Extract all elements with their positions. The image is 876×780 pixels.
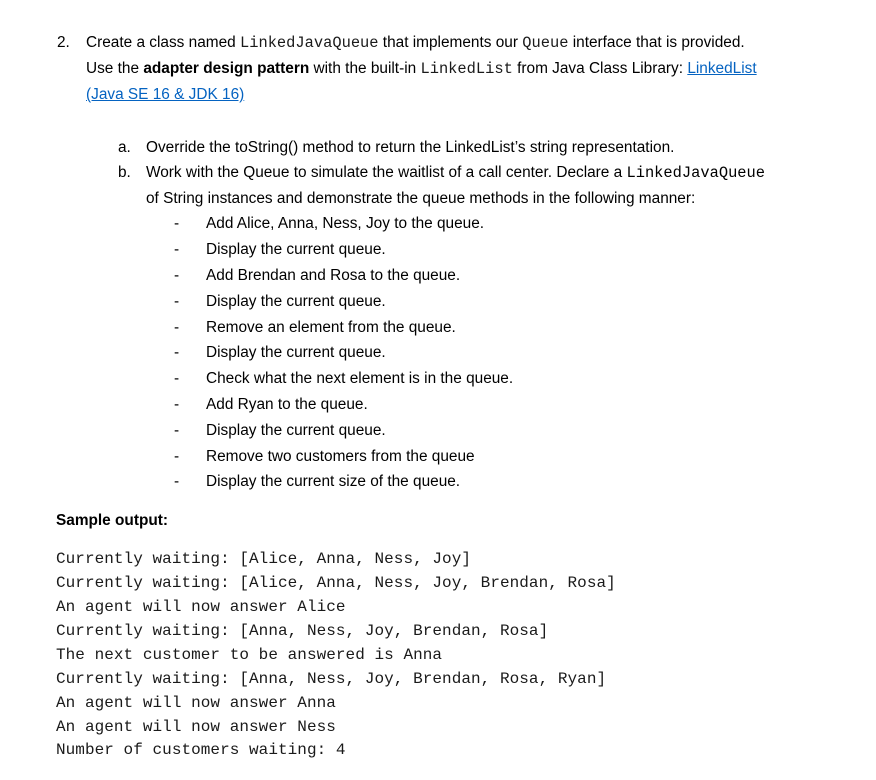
- output-line: The next customer to be answered is Anna: [56, 646, 443, 664]
- dash-marker: -: [174, 319, 180, 336]
- output-line: Currently waiting: [Alice, Anna, Ness, Joy, Brendan, Rosa]: [56, 574, 616, 592]
- question-line-2: [86, 59, 757, 79]
- dash-marker: -: [174, 344, 180, 361]
- subitem-b-text: Work with the Queue to simulate the waitlist of a call center. Declare a: [146, 164, 627, 181]
- step-text: Remove two customers from the queue: [206, 448, 475, 465]
- dash-marker: -: [174, 241, 180, 258]
- linkedlist-doc-link[interactable]: LinkedList: [687, 60, 757, 77]
- question-number: 2.: [57, 34, 70, 51]
- step-text: Display the current queue.: [206, 241, 386, 258]
- dash-marker: -: [174, 267, 180, 284]
- class-name-code: LinkedJavaQueue: [239, 34, 379, 52]
- question-line-3: [86, 85, 244, 105]
- subitem-b-line-1: [146, 163, 765, 183]
- interface-name-code: Queue: [522, 34, 569, 52]
- dash-marker: -: [174, 293, 180, 310]
- subitem-marker-b: b.: [118, 164, 131, 181]
- pattern-name: adapter design pattern: [143, 60, 310, 77]
- output-line: Currently waiting: [Alice, Anna, Ness, Joy]: [56, 550, 472, 568]
- sample-output-heading: Sample output:: [56, 512, 169, 529]
- subitem-b-line-2: of String instances and demonstrate the queue methods in the following manner:: [146, 190, 696, 207]
- question-text: from Java Class Library:: [512, 60, 688, 77]
- question-text: that implements our: [378, 34, 523, 51]
- output-line: An agent will now answer Ness: [56, 718, 336, 736]
- step-text: Remove an element from the queue.: [206, 319, 456, 336]
- dash-marker: -: [174, 448, 180, 465]
- dash-marker: -: [174, 473, 180, 490]
- step-text: Add Alice, Anna, Ness, Joy to the queue.: [206, 215, 485, 232]
- question-text: with the built-in: [309, 60, 421, 77]
- linkedlist-code: LinkedList: [420, 60, 513, 78]
- step-text: Add Ryan to the queue.: [206, 396, 368, 413]
- dash-marker: -: [174, 396, 180, 413]
- step-text: Display the current queue.: [206, 344, 386, 361]
- java-se-doc-link[interactable]: (Java SE 16 & JDK 16): [86, 86, 245, 103]
- step-text: Display the current queue.: [206, 422, 386, 439]
- output-line: An agent will now answer Alice: [56, 598, 346, 616]
- step-text: Check what the next element is in the queue.: [206, 370, 514, 387]
- step-text: Display the current size of the queue.: [206, 473, 461, 490]
- step-text: Display the current queue.: [206, 293, 386, 310]
- output-line: Currently waiting: [Anna, Ness, Joy, Brendan, Rosa, Ryan]: [56, 670, 607, 688]
- output-line: An agent will now answer Anna: [56, 694, 336, 712]
- output-line: Number of customers waiting: 4: [56, 741, 346, 759]
- step-text: Add Brendan and Rosa to the queue.: [206, 267, 461, 284]
- question-text: Create a class named: [86, 34, 240, 51]
- subitem-marker-a: a.: [118, 139, 131, 156]
- dash-marker: -: [174, 422, 180, 439]
- question-line-1: [86, 33, 745, 53]
- linkedjavaqueue-code: LinkedJavaQueue: [626, 164, 766, 182]
- question-text: Use the: [86, 60, 144, 77]
- question-text: interface that is provided.: [568, 34, 745, 51]
- subitem-a-text: Override the toString() method to return the LinkedList’s string representation.: [146, 139, 675, 156]
- dash-marker: -: [174, 370, 180, 387]
- output-line: Currently waiting: [Anna, Ness, Joy, Brendan, Rosa]: [56, 622, 549, 640]
- dash-marker: -: [174, 215, 180, 232]
